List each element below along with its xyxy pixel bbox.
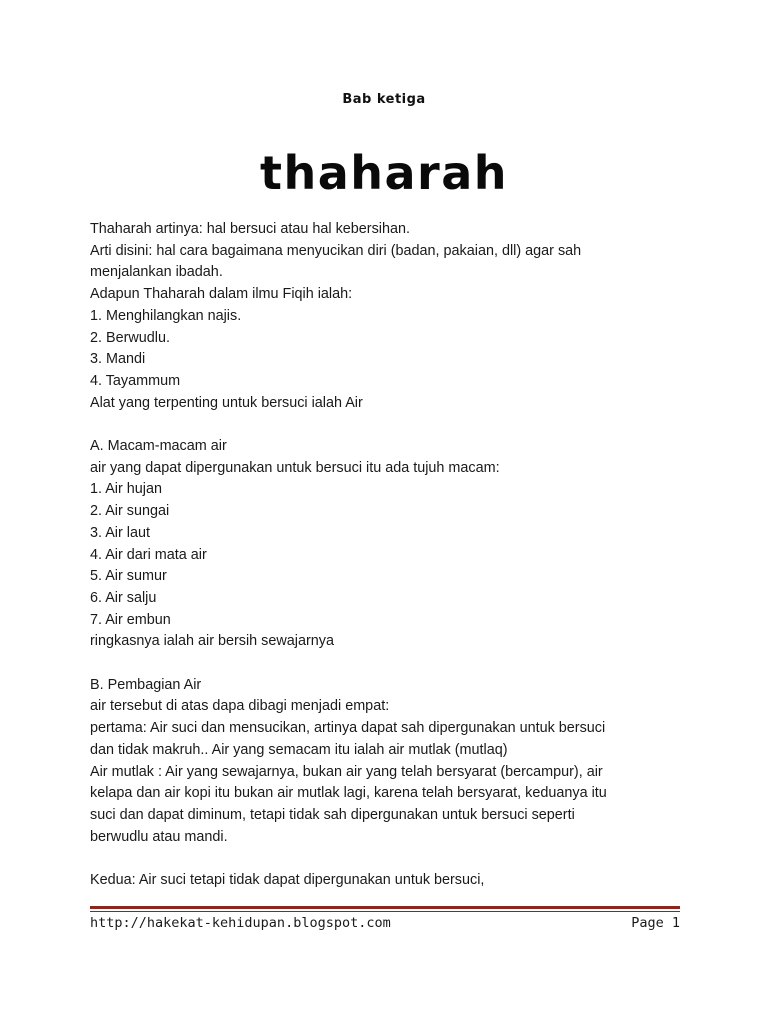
body-line: pertama: Air suci dan mensucikan, artinya dapat sah dipergunakan untuk bersuci <box>90 720 606 737</box>
body-line: Adapun Thaharah dalam ilmu Fiqih ialah: <box>90 286 353 303</box>
body-line: Arti disini: hal cara bagaimana menyucikan diri (badan, pakaian, dll) agar sah <box>90 242 582 259</box>
body-line: ringkasnya ialah air bersih sewajarnya <box>90 633 334 650</box>
body-line: air tersebut di atas dapa dibagi menjadi empat: <box>90 698 390 715</box>
chapter-label: Bab ketiga <box>342 92 426 107</box>
list-item: 7. Air embun <box>90 611 171 628</box>
body-line: Air mutlak : Air yang sewajarnya, bukan air yang telah bersyarat (bercampur), air <box>90 763 603 780</box>
list-item: 2. Berwudlu. <box>90 329 170 346</box>
list-item: 6. Air salju <box>90 589 157 606</box>
list-item: 1. Menghilangkan najis. <box>90 307 242 324</box>
blank-line <box>90 653 690 675</box>
section-heading-a: A. Macam-macam air <box>90 438 227 455</box>
blank-line <box>90 414 690 436</box>
body-line: kelapa dan air kopi itu bukan air mutlak lagi, karena telah bersyarat, keduanya itu <box>90 785 607 802</box>
list-item: 5. Air sumur <box>90 568 167 585</box>
list-item: 4. Tayammum <box>90 372 181 389</box>
list-item: 3. Air laut <box>90 524 150 541</box>
list-item: 1. Air hujan <box>90 481 163 498</box>
body-line: dan tidak makruh.. Air yang semacam itu ialah air mutlak (mutlaq) <box>90 741 508 758</box>
blank-line <box>90 848 690 870</box>
body-line: air yang dapat dipergunakan untuk bersuci itu ada tujuh macam: <box>90 459 500 476</box>
footer-divider-thick <box>90 906 680 909</box>
page-title: thaharah <box>259 146 509 200</box>
body-line: Kedua: Air suci tetapi tidak dapat dipergunakan untuk bersuci, <box>90 872 485 889</box>
list-item: 3. Mandi <box>90 351 146 368</box>
section-heading-b: B. Pembagian Air <box>90 676 202 693</box>
body-line: menjalankan ibadah. <box>90 264 223 281</box>
list-item: 2. Air sungai <box>90 503 170 520</box>
document-body <box>90 219 690 892</box>
body-line: Thaharah artinya: hal bersuci atau hal kebersihan. <box>90 221 410 237</box>
body-line: berwudlu atau mandi. <box>90 828 228 845</box>
body-line: Alat yang terpenting untuk bersuci ialah Air <box>90 394 363 411</box>
page-number: Page 1 <box>631 915 680 931</box>
footer-divider-thin <box>90 911 680 912</box>
list-item: 4. Air dari mata air <box>90 546 207 563</box>
body-line: suci dan dapat diminum, tetapi tidak sah dipergunakan untuk bersuci seperti <box>90 806 575 823</box>
footer-url: http://hakekat-kehidupan.blogspot.com <box>90 915 391 931</box>
